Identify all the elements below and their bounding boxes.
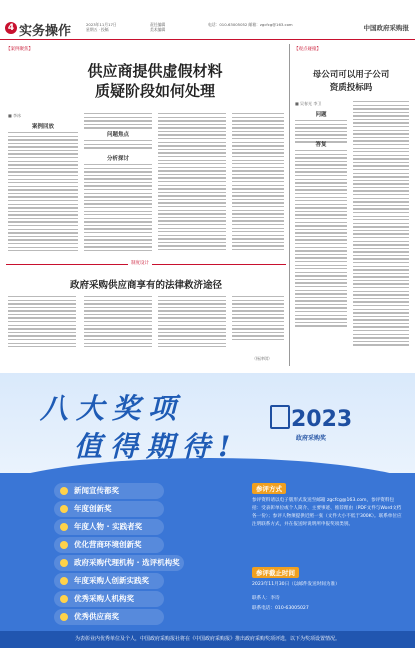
awards-advertisement (0, 373, 415, 648)
masthead: 中国政府采购报 (363, 24, 409, 32)
award-item: 年度人物 · 实践者奖 (54, 519, 164, 535)
star-icon (60, 505, 68, 513)
star-icon (60, 577, 68, 585)
award-item: 优化营商环境创新奖 (54, 537, 164, 553)
contact-line: 电话：010-63005052 邮箱：zgcfcg@163.com (208, 22, 293, 27)
article1-sub-analysis: 分析探讨 (106, 156, 129, 162)
award-item: 年度创新奖 (54, 501, 164, 517)
star-icon (60, 487, 68, 495)
ad-slogan-line2: 值得期待! (74, 430, 239, 463)
editor-line: 责任编辑 美术编辑 (150, 22, 166, 32)
article1-tag: 【案例聚焦】 (6, 47, 33, 52)
article3-tag: 制度设计 (128, 260, 152, 266)
star-icon (60, 559, 68, 567)
star-icon (60, 613, 68, 621)
award-item: 新闻宣传都奖 (54, 483, 164, 499)
article2-sub-answer: 答复 (315, 142, 327, 148)
award-item: 优秀采购人机构奖 (54, 591, 164, 607)
article1-sub-focus: 问题焦点 (106, 132, 129, 138)
article3-col3-text (158, 296, 226, 350)
column-divider (289, 44, 290, 366)
article3-byline: （杨津琪） (252, 356, 272, 361)
award-item: 优秀供应商奖 (54, 609, 164, 625)
ad-year: 2023 (291, 407, 353, 432)
article2-col1-text-b (295, 150, 347, 329)
article1-col4-text (232, 113, 284, 253)
date-line: 2023年11月17日 星期五 · 投稿 (86, 22, 117, 32)
article1-title-line2: 质疑阶段如何处理 (94, 82, 215, 100)
deadline-text: 2023年11月30日（以邮件发送时间为准） (252, 582, 340, 587)
article2-title-line1: 母公司可以用子公司 (312, 70, 390, 80)
article1-col2-text-c (84, 164, 152, 253)
article3-col4-text (232, 296, 284, 343)
article2-tag: 【观点碰撞】 (294, 47, 321, 52)
article2-sub-question: 问题 (315, 112, 327, 118)
participate-text: 参评资料请以电子版形式发送至邮箱 zgcfcg@163.com，参评资料包括：受表彰单位或个人简介、主要事迹、推荐理由（PDF文件与Word文档各一份）；参评人物须提供近照一张（文件大小不低于300K）。联系单位应注明联系方式，并在报送时说明所申报奖项类别。 (252, 498, 402, 527)
article1-byline: ■ 李冰 (8, 113, 22, 118)
article1-col3-text (158, 113, 226, 253)
article3-title: 政府采购供应商享有的法律救济途径 (69, 280, 222, 291)
trophy-icon (270, 405, 290, 429)
contact-phone: 联系电话：010-63005027 (252, 606, 309, 611)
section-title: 实务操作 (19, 24, 72, 39)
star-icon (60, 595, 68, 603)
article3-col1-text (8, 296, 76, 350)
page-header (0, 0, 415, 40)
participate-label: 参评方式 (252, 483, 286, 494)
star-icon (60, 541, 68, 549)
article2-title-line2: 资质投标吗 (329, 83, 373, 93)
article2-byline: ■ 吴春光 李卫 (295, 101, 322, 106)
article3-col2-text (84, 296, 152, 350)
page-number: 4 (5, 22, 17, 34)
article1-col2-text-a (84, 113, 152, 131)
article1-sub-case: 案例回放 (31, 124, 54, 130)
article2-col2-text (353, 101, 409, 348)
star-icon (60, 523, 68, 531)
ad-year-subtitle: 政府采购奖 (296, 435, 327, 442)
ad-footer: 为表彰业内优秀单位及个人，中国政府采购报社将在《中国政府采购报》推出政府采购奖项评选，以下为奖项设置情况。 (0, 631, 415, 648)
article1-title-line1: 供应商提供虚假材料 (87, 62, 223, 80)
award-item: 政府采购代理机构 · 选评机构奖 (54, 555, 184, 571)
award-item: 年度采购人创新实践奖 (54, 573, 164, 589)
article1-col1-text (8, 132, 78, 254)
deadline-label: 参评截止时间 (252, 567, 299, 578)
contact-person: 联系人：李诗 (252, 596, 280, 601)
article1-col2-text-b (84, 140, 152, 151)
ad-slogan-line1: 八大奖项 (40, 392, 185, 425)
